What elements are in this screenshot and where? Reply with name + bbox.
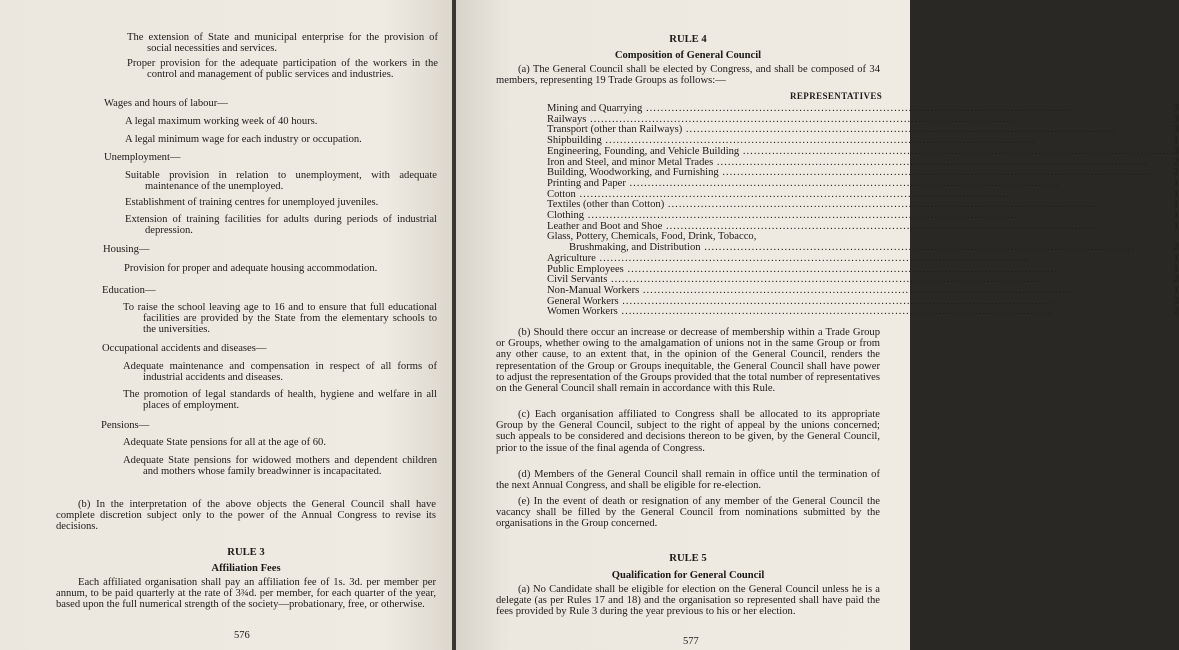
- heading-wages: Wages and hours of labour—: [104, 98, 228, 109]
- item-housing: Provision for proper and adequate housing accommodation.: [124, 263, 378, 274]
- rule4-title: RULE 4: [669, 34, 707, 45]
- item-compensation: Adequate maintenance and compensation in respect of all forms of industrial accidents and diseases.: [123, 361, 437, 384]
- trade-group-name: Public Employees .....: [547, 265, 1173, 276]
- para-b-interpretation: (b) In the interpretation of the above objects the General Council shall have complete discretion subject only to the power of the Annual Congress to revise its decisions.: [56, 499, 436, 533]
- trade-group-reps: 1: [1173, 177, 1179, 189]
- item-training-facilities: Extension of training facilities for adults during periods of industrial depression.: [125, 214, 437, 237]
- trade-group-name: Mining and Quarrying .....: [547, 104, 1173, 115]
- trade-group-name: Textiles (other than Cotton) .....: [547, 200, 1173, 211]
- trade-group-name: Non-Manual Workers .....: [547, 286, 1173, 297]
- trade-group-reps: 2: [1173, 242, 1179, 254]
- trade-group-name: Shipbuilding .....: [547, 136, 1173, 147]
- trade-group-reps: 1: [1173, 263, 1179, 275]
- rule5-para-a: (a) No Candidate shall be eligible for election on the General Council unless he is a delegate (as per Rules 17 and 18) and the organisation so represented shall have paid the fees provided by Rule 3 during the year previous to his or her election.: [496, 584, 880, 618]
- item-max-week: A legal maximum working week of 40 hours.: [125, 116, 318, 127]
- para-participation: Proper provision for the adequate participation of the workers in the control and management of public services and industries.: [127, 58, 438, 81]
- trade-group-reps: 1: [1173, 199, 1179, 211]
- item-legal-standards: The promotion of legal standards of health, hygiene and welfare in all places of employment.: [123, 389, 437, 412]
- rule3-title: RULE 3: [227, 547, 265, 558]
- trade-group-name: Cotton .....: [547, 190, 1173, 201]
- rule4-subtitle: Composition of General Council: [614, 50, 762, 61]
- trade-group-name: Engineering, Founding, and Vehicle Building .....: [547, 147, 1173, 158]
- trade-group-name: General Workers .....: [547, 297, 1173, 308]
- rule4-para-e: (e) In the event of death or resignation of any member of the General Council the vacancy shall be filled by the General Council from nominations submitted by the organisations in the Group concerned.: [496, 496, 880, 530]
- trade-group-name: Agriculture .....: [547, 254, 1173, 265]
- heading-pensions: Pensions—: [101, 420, 150, 431]
- trade-group-name: Iron and Steel, and minor Metal Trades .....: [547, 158, 1173, 169]
- trade-group-name: Printing and Paper .....: [547, 179, 1173, 190]
- trade-group-name: Glass, Pottery, Chemicals, Food, Drink, Tobacco,: [547, 231, 757, 243]
- page-number-left: 576: [234, 630, 250, 641]
- heading-housing: Housing—: [103, 244, 150, 255]
- trade-group-name: Women Workers .....: [547, 307, 1173, 318]
- rule4-para-b: (b) Should there occur an increase or decrease of membership within a Trade Group or Groups, whether owing to the amalgamation of unions not in the same Group or from any other cause, to an extent that, in the opinion of the General Council, renders the representation of the Group or Groups inequitable, the General Council shall have power to adjust the representation of the Groups provided that the total number of representatives on the General Council shall remain in accordance with this Rule.: [496, 327, 880, 395]
- item-unemployed-provision: Suitable provision in relation to unemployment, with adequate maintenance of the unemployed.: [125, 170, 437, 193]
- trade-group-name: Transport (other than Railways) .....: [547, 125, 1173, 136]
- trade-group-reps: 2: [1173, 156, 1179, 168]
- trade-group-name: Leather and Boot and Shoe .....: [547, 222, 1173, 233]
- heading-occupational: Occupational accidents and diseases—: [102, 343, 267, 354]
- trade-group-name: Clothing .....: [547, 211, 1173, 222]
- left-page: [0, 0, 452, 650]
- item-school-age: To raise the school leaving age to 16 and to ensure that full educational facilities are provided by the State from the elementary schools to the universities.: [123, 302, 437, 336]
- trade-group-name: Railways .....: [547, 115, 1173, 126]
- trade-group-reps: 1: [1173, 252, 1179, 264]
- right-page: [456, 0, 1179, 650]
- trade-group-row: [547, 147, 1179, 158]
- trade-group-reps: 1: [1173, 188, 1179, 200]
- para-state-enterprise: The extension of State and municipal enterprise for the provision of social necessities and services.: [127, 32, 438, 55]
- rule3-text: Each affiliated organisation shall pay an affiliation fee of 1s. 3d. per member per annum, to be paid quarterly at the rate of 3¾d. per member, for each quarter of the year, based upon the full numerical strength of the society—probationary, free, or otherwise.: [56, 577, 436, 611]
- rule5-subtitle: Qualification for General Council: [611, 570, 765, 581]
- item-min-wage: A legal minimum wage for each industry or occupation.: [125, 134, 362, 145]
- rule5-title: RULE 5: [669, 553, 707, 564]
- item-pension-60: Adequate State pensions for all at the age of 60.: [123, 437, 326, 448]
- trade-group-name-continued: Brushmaking, and Distribution .....: [547, 243, 1173, 254]
- trade-group-name: Civil Servants .....: [547, 275, 1173, 286]
- heading-unemployment: Unemployment—: [104, 152, 181, 163]
- trade-group-reps: 3: [1173, 295, 1179, 307]
- trade-group-reps: 2: [1173, 167, 1179, 179]
- trade-group-reps: 3: [1173, 103, 1179, 114]
- rule4-para-c: (c) Each organisation affiliated to Congress shall be allocated to its appropriate Group by the General Council, subject to the right of appeal by the unions concerned; such appeals to be considered and decisions thereon to be given, by the General Council, prior to the issue of the final agenda of Congress.: [496, 409, 880, 454]
- trade-group-reps: 3: [1173, 145, 1179, 157]
- trade-group-reps: 3: [1173, 124, 1179, 136]
- representatives-header: REPRESENTATIVES: [790, 91, 883, 101]
- trade-group-reps: 1: [1173, 284, 1179, 296]
- trade-group-reps: 1: [1173, 220, 1179, 232]
- trade-group-reps: 3: [1173, 113, 1179, 125]
- trade-group-reps: 1: [1173, 210, 1179, 222]
- trade-groups-table: [547, 104, 1179, 318]
- trade-group-reps: 1: [1173, 135, 1179, 147]
- item-pension-widows: Adequate State pensions for widowed mothers and dependent children and mothers whose family breadwinner is incapacitated.: [123, 455, 437, 478]
- rule3-subtitle: Affiliation Fees: [211, 563, 281, 574]
- trade-group-name: Building, Woodworking, and Furnishing .....: [547, 168, 1173, 179]
- page-number-right: 577: [683, 636, 699, 647]
- item-training-centres: Establishment of training centres for unemployed juveniles.: [125, 197, 379, 208]
- trade-group-row: [547, 232, 1179, 253]
- trade-group-reps: 2: [1173, 306, 1179, 318]
- trade-group-row: [547, 254, 1179, 265]
- trade-group-reps: 2: [1173, 274, 1179, 286]
- rule4-para-a: (a) The General Council shall be elected by Congress, and shall be composed of 34 members, representing 19 Trade Groups as follows:—: [496, 64, 880, 87]
- rule4-para-d: (d) Members of the General Council shall remain in office until the termination of the next Annual Congress, and shall be eligible for re-election.: [496, 469, 880, 492]
- heading-education: Education—: [102, 285, 156, 296]
- trade-group-row: [547, 307, 1179, 318]
